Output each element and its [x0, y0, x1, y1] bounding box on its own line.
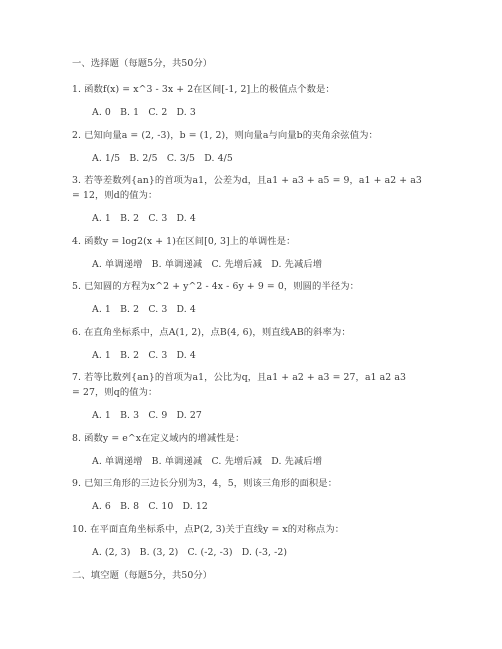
question-1-text: 1. 函数f(x) = x^3 - 3x + 2在区间[-1, 2]上的极值点个数是： — [72, 84, 335, 95]
question-7-options: A. 1 B. 3 C. 9 D. 27 — [92, 410, 202, 421]
question-8-text: 8. 函数y = e^x在定义域内的增减性是： — [72, 433, 245, 444]
question-5-options: A. 1 B. 2 C. 3 D. 4 — [92, 304, 196, 315]
question-2-options: A. 1/5 B. 2/5 C. 3/5 D. 4/5 — [92, 153, 233, 164]
question-4-text: 4. 函数y = log2(x + 1)在区间[0, 3]上的单调性是： — [72, 236, 296, 247]
question-10-text: 10. 在平面直角坐标系中，点P(2, 3)关于直线y = x的对称点为： — [72, 524, 345, 535]
question-4-options: A. 单调递增 B. 单调递减 C. 先增后减 D. 先减后增 — [92, 259, 323, 270]
question-7-text-line-2: = 27，则q的值为： — [72, 387, 158, 398]
section-1-heading: 一、选择题（每题5分，共50分） — [72, 58, 213, 69]
question-10-options: A. (2, 3) B. (3, 2) C. (-2, -3) D. (-3, -2) — [92, 547, 288, 558]
question-3-options: A. 1 B. 2 C. 3 D. 4 — [92, 213, 196, 224]
question-9-options: A. 6 B. 8 C. 10 D. 12 — [92, 501, 208, 512]
question-7-text-line-1: 7. 若等比数列{an}的首项为a1，公比为q，且a1 + a2 + a3 = 27，a1 a2 a3 — [72, 372, 407, 383]
question-5-text: 5. 已知圆的方程为x^2 + y^2 - 4x - 6y + 9 = 0，则圆的半径为： — [72, 281, 360, 292]
question-6-options: A. 1 B. 2 C. 3 D. 4 — [92, 350, 196, 361]
question-3-text-line-1: 3. 若等差数列{an}的首项为a1，公差为d，且a1 + a3 + a5 = 9，a1 + a2 + a3 — [72, 175, 422, 186]
question-9-text: 9. 已知三角形的三边长分别为3，4，5，则该三角形的面积是： — [72, 478, 338, 489]
question-8-options: A. 单调递增 B. 单调递减 C. 先增后减 D. 先减后增 — [92, 456, 323, 467]
question-1-options: A. 0 B. 1 C. 2 D. 3 — [92, 107, 196, 118]
question-2-text: 2. 已知向量a = (2, -3)，b = (1, 2)，则向量a与向量b的夹角余弦值为： — [72, 130, 378, 141]
question-3-text-line-2: = 12，则d的值为： — [72, 190, 158, 201]
question-6-text: 6. 在直角坐标系中，点A(1, 2)，点B(4, 6)，则直线AB的斜率为： — [72, 327, 351, 338]
section-2-heading: 二、填空题（每题5分，共50分） — [72, 570, 213, 581]
